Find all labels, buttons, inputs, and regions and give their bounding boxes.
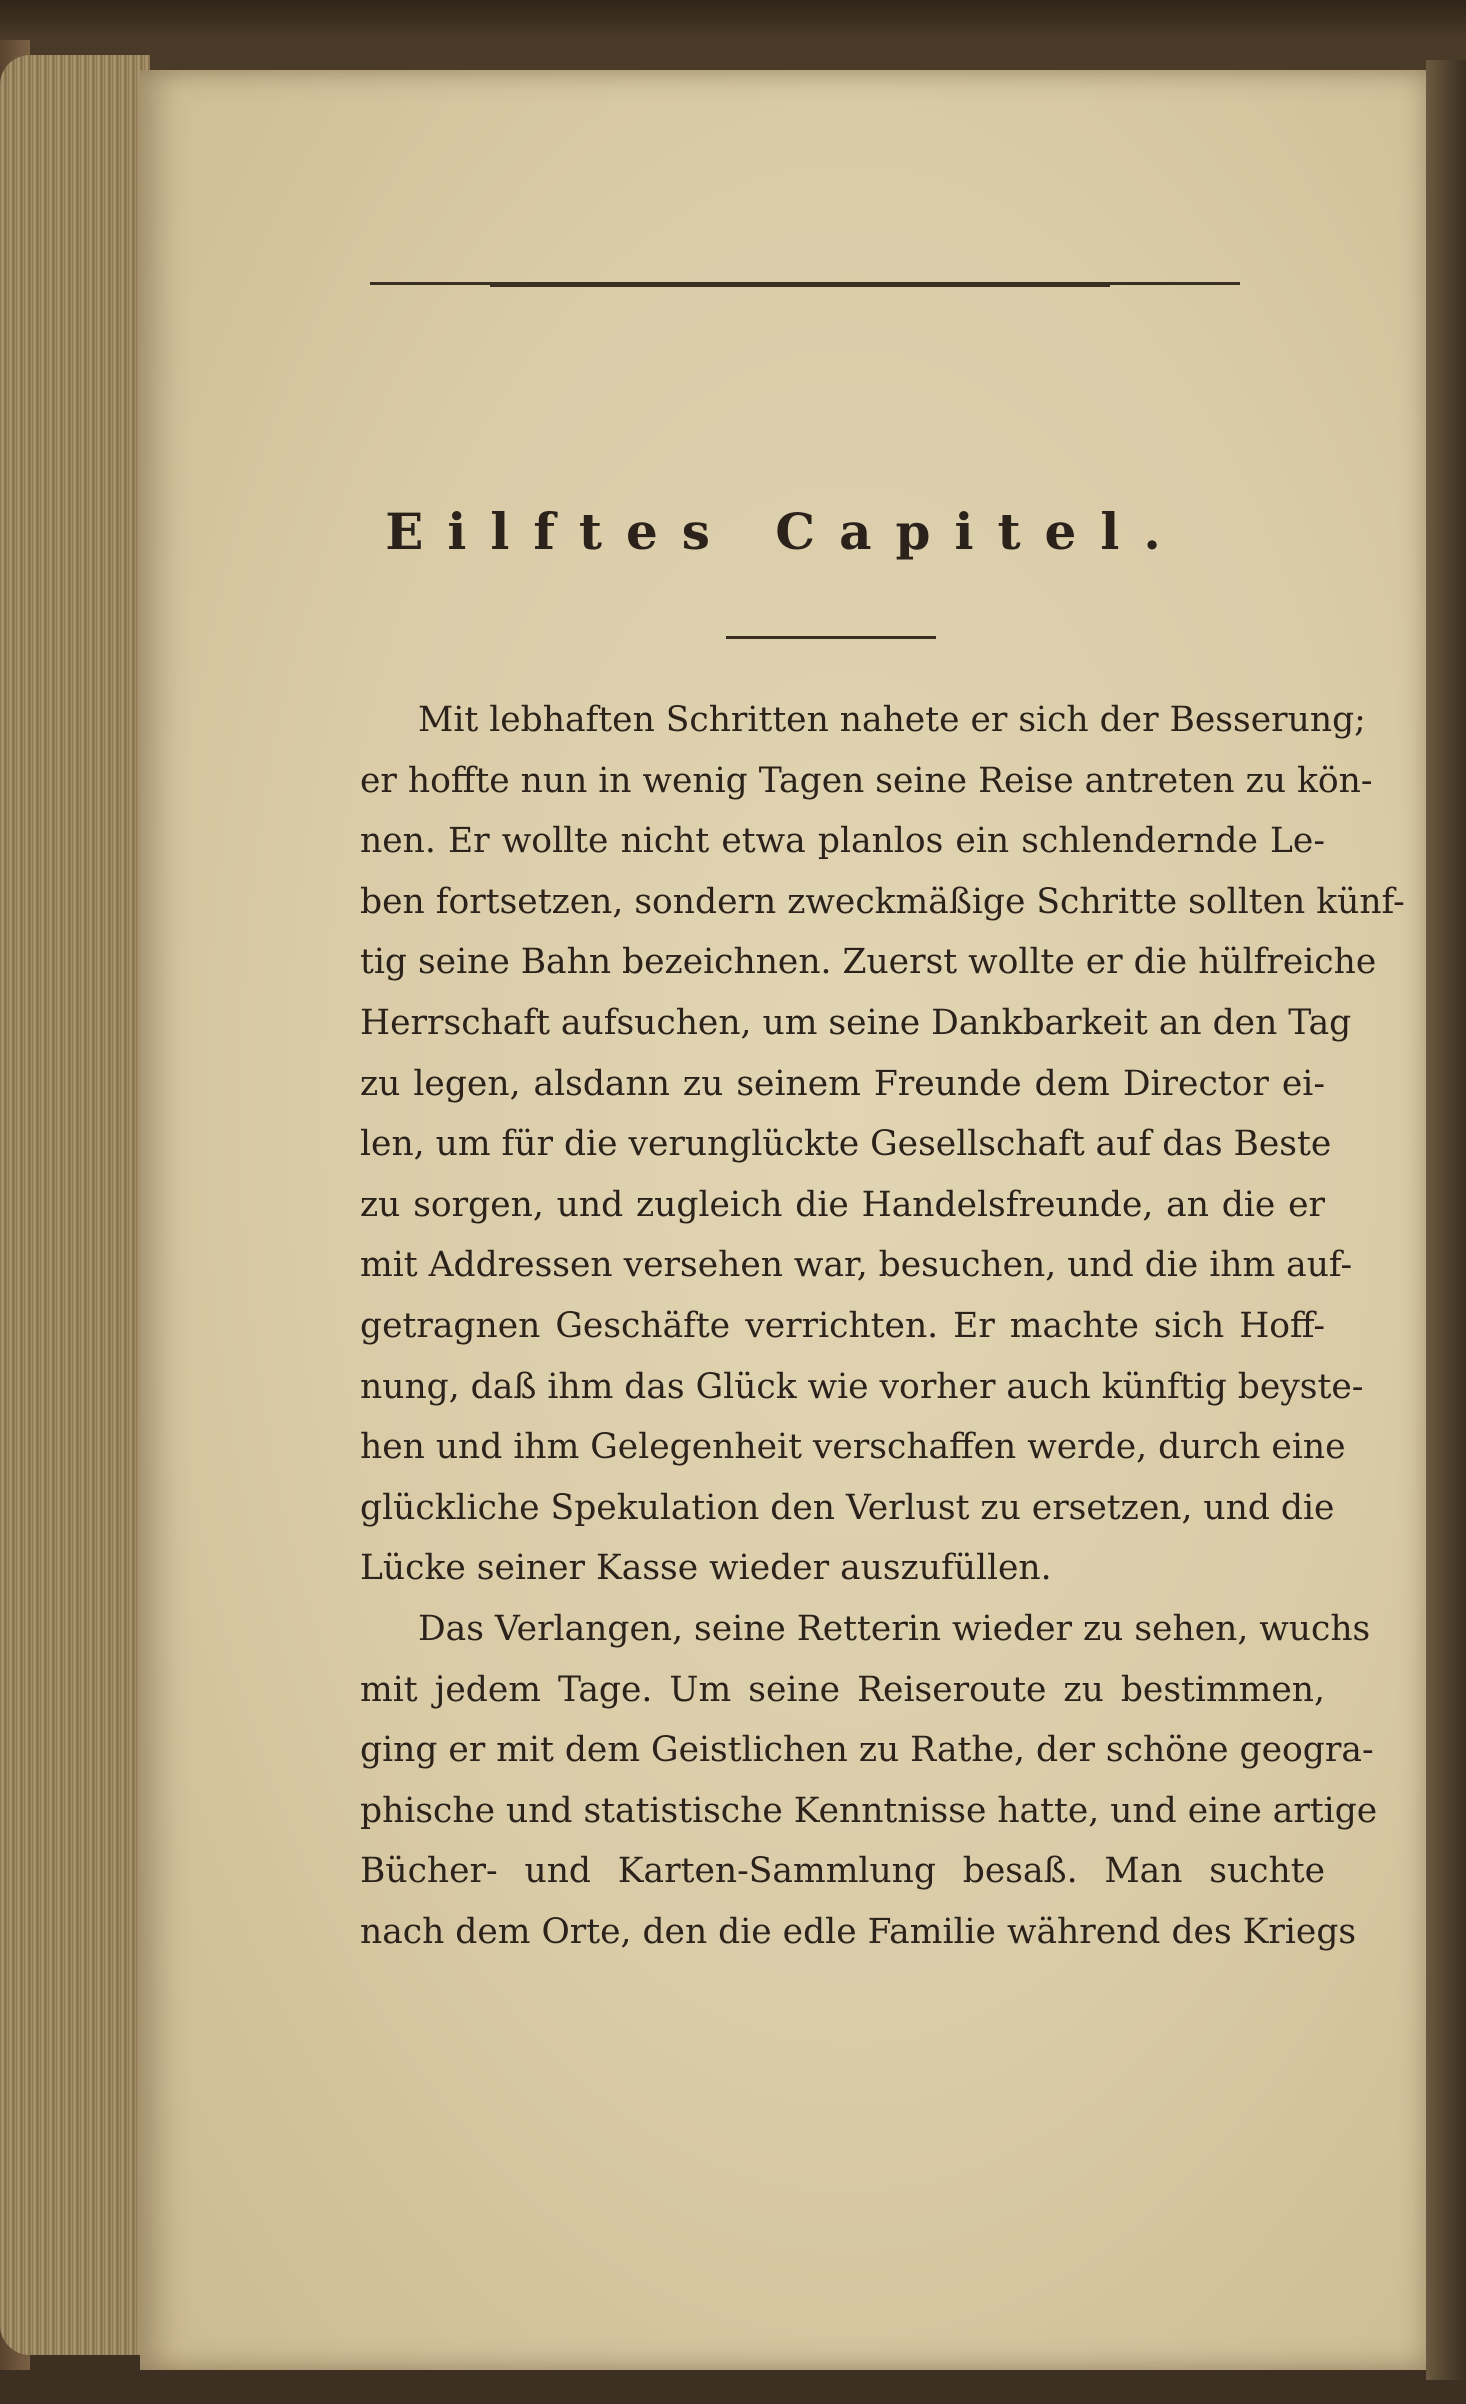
text-line: ging er mit dem Geistlichen zu Rathe, der schöne geogra-: [360, 1730, 1374, 1771]
page-edges: [0, 55, 150, 2355]
text-line: nach dem Orte, den die edle Familie während des Kriegs: [360, 1911, 1357, 1952]
text-line: nung, daß ihm das Glück wie vorher auch künftig beyste-: [360, 1366, 1364, 1407]
text-line: nen. Er wollte nicht etwa planlos ein schlendernde Le-: [360, 821, 1325, 862]
chapter-heading: Eilftes Capitel.: [385, 502, 1185, 561]
text-line: mit jedem Tage. Um seine Reiseroute zu bestimmen,: [360, 1669, 1325, 1710]
text-line: Bücher- und Karten-Sammlung besaß. Man suchte: [360, 1851, 1325, 1892]
text-line: Mit lebhaften Schritten nahete er sich der Besserung;: [418, 700, 1366, 740]
text-line: ben fortsetzen, sondern zweckmäßige Schritte sollten künf-: [360, 881, 1405, 922]
text-line: zu sorgen, und zugleich die Handelsfreunde, an die er: [360, 1184, 1325, 1225]
text-line: hen und ihm Gelegenheit verschaffen werde, durch eine: [360, 1427, 1346, 1468]
text-line: getragnen Geschäfte verrichten. Er machte sich Hoff-: [360, 1305, 1325, 1346]
heading-divider: [726, 636, 936, 639]
text-line: Das Verlangen, seine Retterin wieder zu sehen, wuchs: [418, 1608, 1371, 1649]
header-rule: [370, 282, 1240, 285]
text-line: phische und statistische Kenntnisse hatte, und eine artige: [360, 1790, 1378, 1831]
text-line: tig seine Bahn bezeichnen. Zuerst wollte er die hülfreiche: [360, 942, 1377, 983]
body-text: [360, 690, 1405, 1962]
text-line: er hoffte nun in wenig Tagen seine Reise antreten zu kön-: [360, 760, 1373, 801]
facing-page-edge: [1426, 60, 1466, 2380]
text-line: Lücke seiner Kasse wieder auszufüllen.: [360, 1548, 1052, 1589]
text-line: mit Addressen versehen war, besuchen, und die ihm auf-: [360, 1245, 1353, 1286]
text-line: zu legen, alsdann zu seinem Freunde dem Director ei-: [360, 1063, 1325, 1104]
text-line: glückliche Spekulation den Verlust zu ersetzen, und die: [360, 1487, 1335, 1528]
text-line: Herrschaft aufsuchen, um seine Dankbarkeit an den Tag: [360, 1002, 1352, 1043]
text-line: len, um für die verunglückte Gesellschaft auf das Beste: [360, 1124, 1332, 1165]
